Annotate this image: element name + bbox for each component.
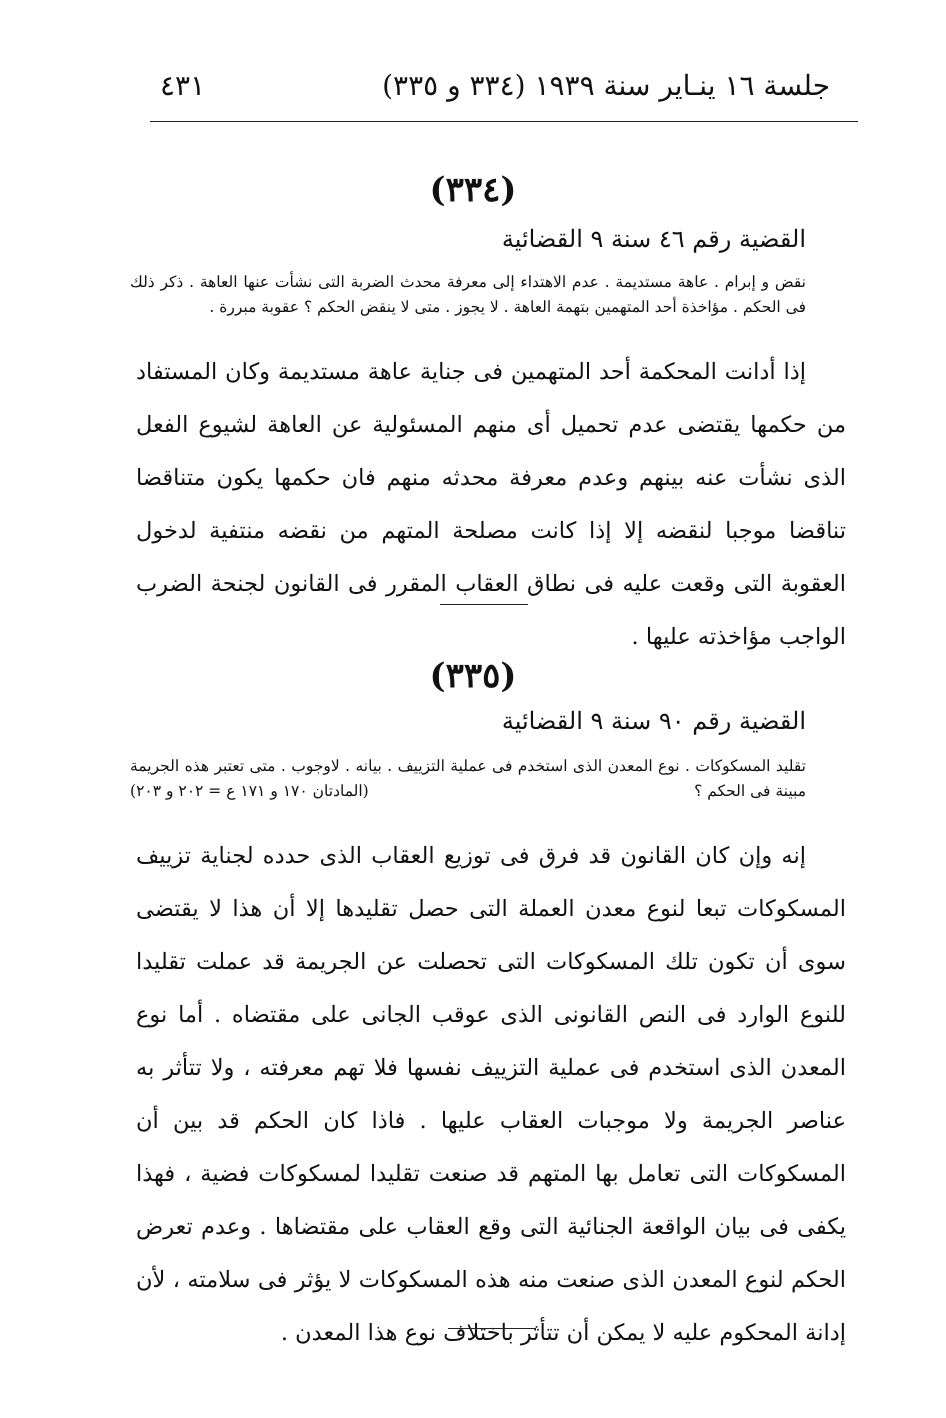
case-number: (٣٣٥) bbox=[429, 656, 517, 696]
case-number: (٣٣٤) bbox=[429, 170, 517, 210]
case-ruling-body: إذا أدانت المحكمة أحد المتهمين فى جناية عاهة مستديمة وكان المستفاد من حكمها يقتضى عدم تحميل أى منهم المسئولية عن العاهة لشيوع الفعل الذى نشأت عنه بينهم وعدم معرفة محدثه منهم فان حكمها يكون متناقضا تناقضا موجبا لنقضه إلا إذا كانت مصلحة المتهم من نقضه منتفية لدخول العقوبة التى وقعت عليه فى نطاق العقاب المقرر فى القانون لجنحة الضرب الواجب مؤاخذته عليها . bbox=[136, 359, 846, 650]
case-summary: نقض و إبرام . عاهة مستديمة . عدم الاهتداء إلى معرفة محدث الضربة التى نشأت عنها العاهة . ذكر ذلك فى الحكم . مؤاخذة أحد المتهمين بتهمة العاهة . لا يجوز . متى لا ينقض الحكم ؟ عقوبة مبررة . bbox=[130, 273, 806, 316]
case-ruling-body: إنه وإن كان القانون قد فرق فى توزيع العقاب الذى حدده لجناية تزييف المسكوكات تبعا لنوع معدن العملة التى حصل تقليدها إلا أن هذا لا يقتضى سوى أن تكون تلك المسكوكات التى تحصلت عن الجريمة قد عملت تقليدا للنوع الوارد فى النص القانونى الذى عوقب الجانى على مقتضاه . أما نوع المعدن الذى استخدم فى عملية التزييف نفسها فلا تهم معرفته ، ولا تتأثر به عناصر الجريمة ولا موجبات العقاب عليها . فاذا كان الحكم قد بين أن المسكوكات التى تعامل بها المتهم قد صنعت تقليدا لمسكوكات فضية ، فهذا يكفى فى بيان الواقعة الجنائية التى وقع العقاب على مقتضاها . وعدم تعرض الحكم لنوع المعدن الذى صنعت منه هذه المسكوكات لا يؤثر فى سلامته ، لأن إدانة المحكوم عليه لا يمكن أن تتأثر باختلاف نوع هذا المعدن . bbox=[136, 843, 846, 1346]
section-divider bbox=[448, 1328, 536, 1329]
page-header bbox=[150, 60, 860, 120]
case-ruling-text bbox=[136, 830, 846, 1360]
section-divider bbox=[440, 604, 528, 605]
case-ruling-text bbox=[136, 346, 846, 664]
statute-articles: (المادتان ١٧٠ و ١٧١ ع = ٢٠٢ و ٢٠٣) bbox=[130, 782, 369, 800]
case-reference: القضية رقم ٤٦ سنة ٩ القضائية bbox=[501, 225, 806, 253]
header-divider bbox=[150, 121, 858, 122]
case-reference: القضية رقم ٩٠ سنة ٩ القضائية bbox=[501, 707, 806, 735]
case-summary bbox=[130, 754, 806, 804]
page-number: ٤٣١ bbox=[160, 69, 206, 102]
case-summary-text: تقليد المسكوكات . نوع المعدن الذى استخدم فى عملية التزييف . بيانه . لاوجوب . متى تعتبر هذه الجريمة مبينة فى الحكم ؟ bbox=[130, 757, 806, 800]
session-title: جلسة ١٦ ينـاير سنة ١٩٣٩ (٣٣٤ و ٣٣٥) bbox=[382, 69, 830, 102]
